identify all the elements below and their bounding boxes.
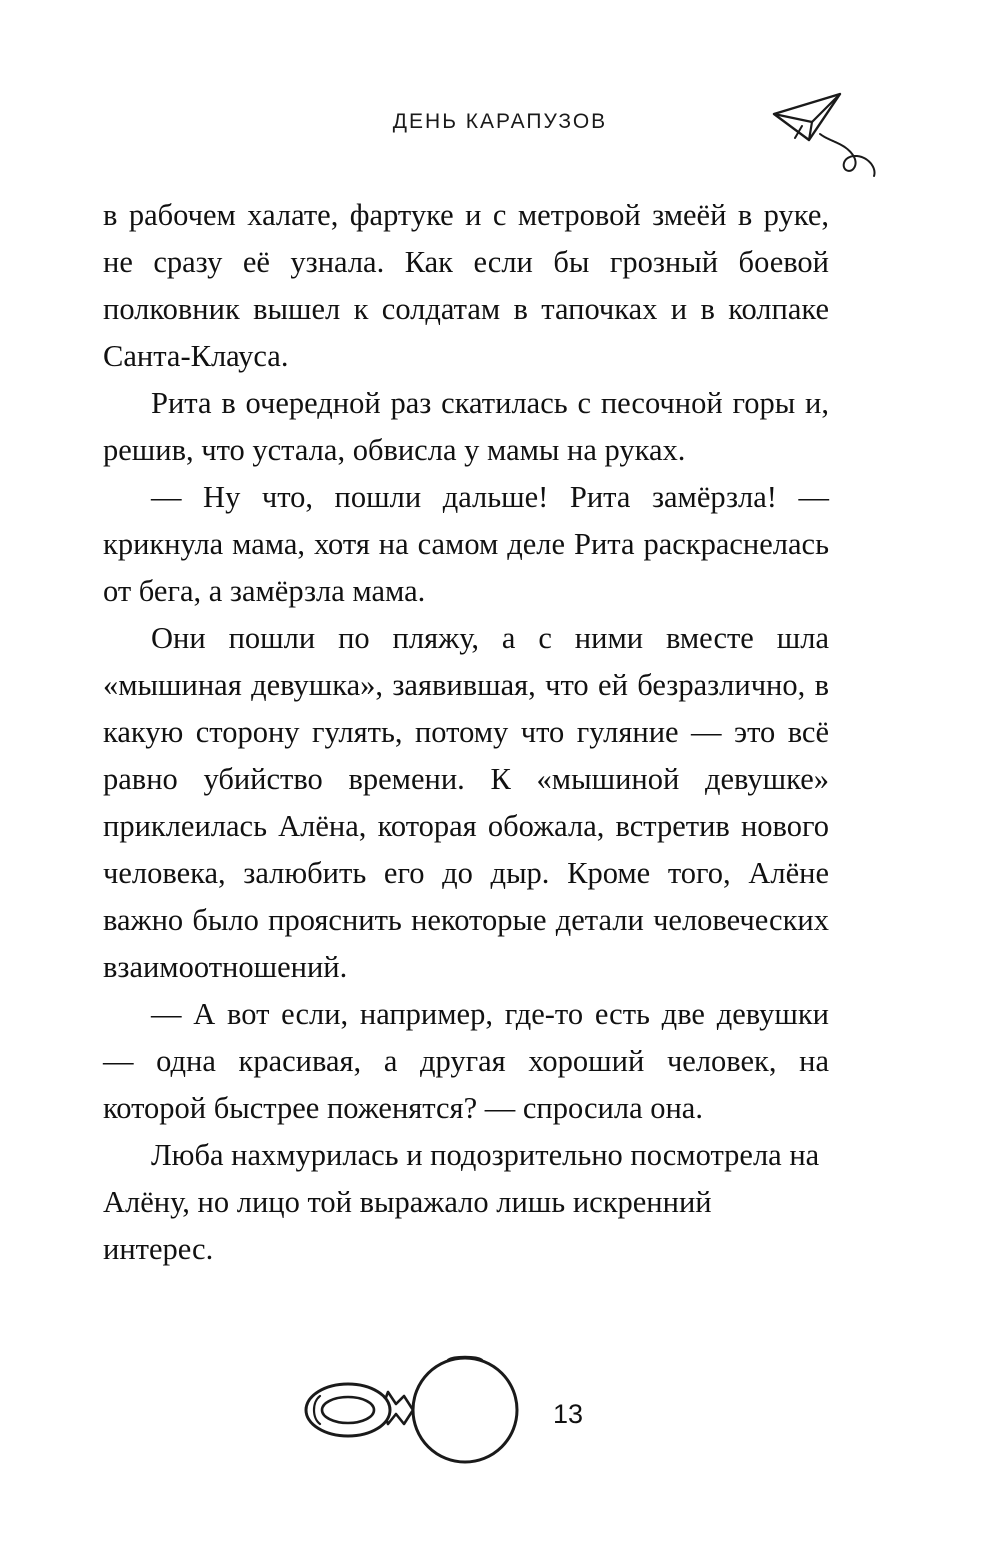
paragraph: Люба нахмурилась и подозрительно посмотрела на Алёну, но лицо той выражало лишь искренний интерес. (103, 1138, 820, 1266)
page-number-value: 13 (552, 1399, 584, 1429)
body-text (103, 192, 829, 1273)
paragraph: Они пошли по пляжу, а с ними вместе шла «мышиная девушка», заявившая, что ей безразлично, в какую сторону гулять, потому что гуляние — это всё равно убийство времени. К «мышиной девушке» приклеилась Алёна, которая обожала, встретив нового человека, залюбить его до дыр. Кроме того, Алёне важно было прояснить некоторые детали человеческих взаимоотношений. (103, 621, 829, 984)
rattle-icon (300, 1352, 530, 1472)
paragraph: Рита в очередной раз скатилась с песочной горы и, решив, что устала, обвисла у мамы на руках. (103, 386, 829, 467)
paragraph: — А вот если, например, где-то есть две девушки — одна красивая, а другая хороший человек, на которой быстрее поженятся? — спросила она. (103, 997, 829, 1125)
paper-plane-icon (762, 78, 912, 188)
running-head: ДЕНЬ КАРАПУЗОВ (392, 110, 608, 133)
paragraph: — Ну что, пошли дальше! Рита замёрзла! — крикнула мама, хотя на самом деле Рита раскраснелась от бега, а замёрзла мама. (103, 480, 829, 608)
paragraph: в рабочем халате, фартуке и с метровой змеёй в руке, не сразу её узнала. Как если бы грозный боевой полковник вышел к солдатам в тапочках и в колпаке Санта-Клауса. (103, 198, 829, 373)
